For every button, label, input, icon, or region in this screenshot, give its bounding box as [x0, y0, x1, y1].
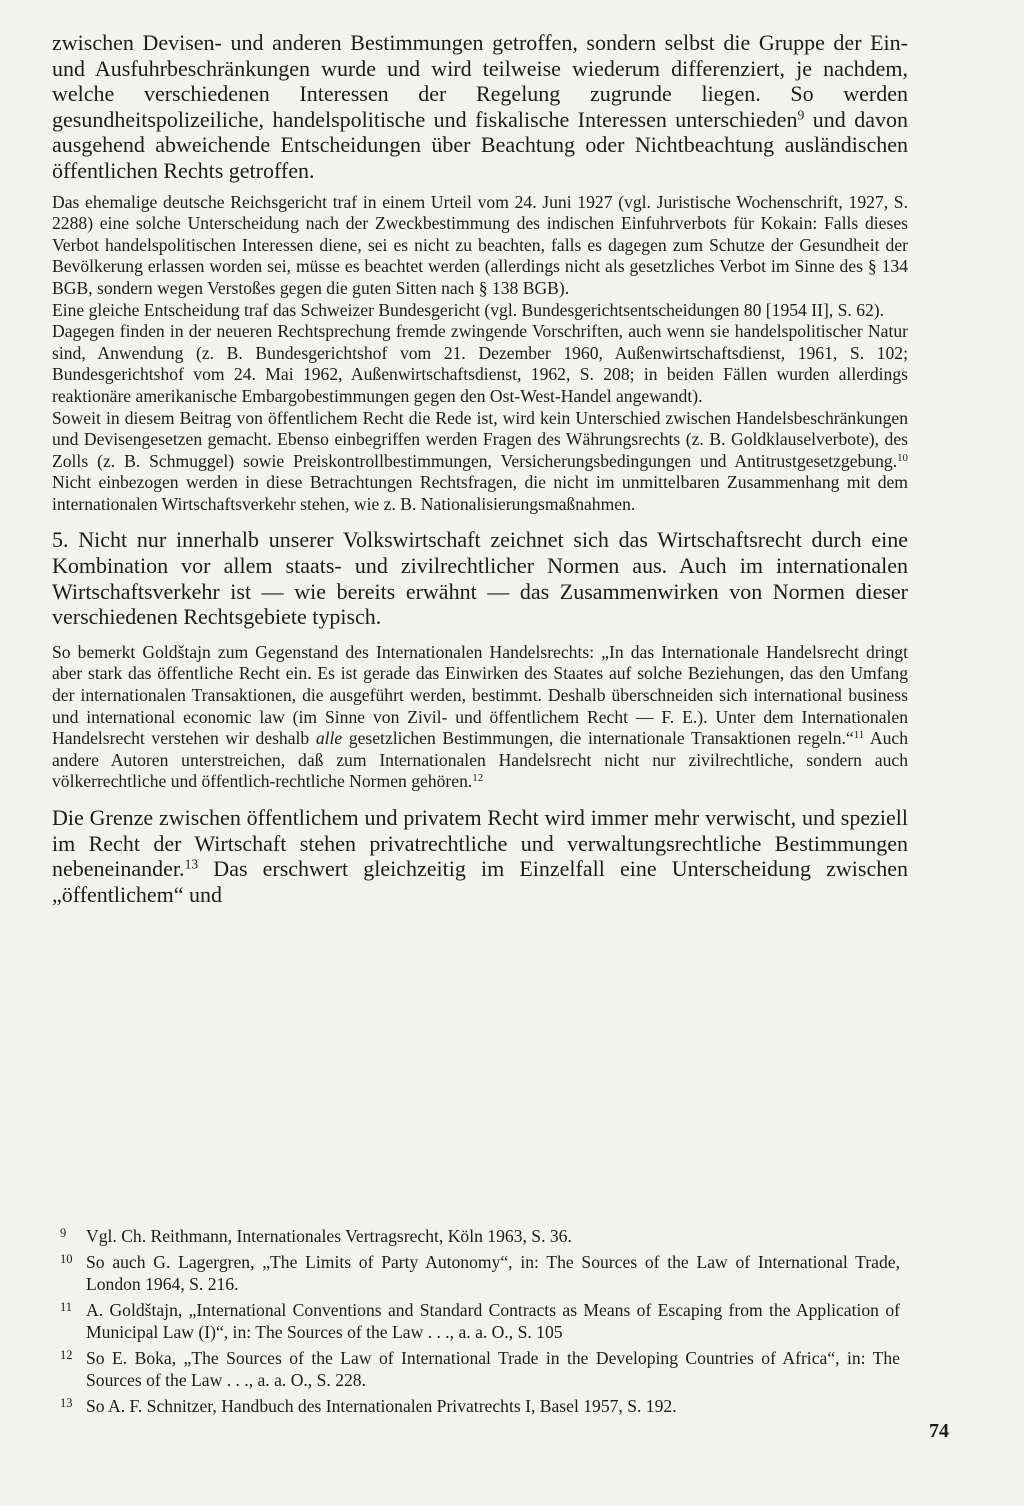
paragraph-text: Nicht einbezogen werden in diese Betrachtungen Rechtsfragen, die nicht im unmittelbaren Zusammenhang mit dem internationalen Wirtschaftsverkehr stehen, wie z. B. Nationalisierungsmaßnahmen. [52, 472, 908, 514]
footnote [60, 1299, 900, 1344]
paragraph-text: gesetzlichen Bestimmungen, die internationale Transaktionen regeln.“ [342, 728, 854, 749]
footnote [60, 1251, 900, 1296]
paragraph-text: Soweit in diesem Beitrag von öffentlichem Recht die Rede ist, wird kein Unterschied zwischen Handelsbeschränkungen und Devisengesetzen gemacht. Ebenso einbegriffen werden Fragen des Währungsrechts (z. B. Goldklauselverbote), des Zolls (z. B. Schmuggel) sowie Preiskontrollbestimmungen, Versicherungsbedingungen und Antitrustgesetzgebung. [52, 407, 908, 471]
footnote-ref[interactable]: 9 [797, 107, 805, 123]
footnote-number: 10 [60, 1251, 73, 1266]
footnote-text: A. Goldštajn, „International Conventions and Standard Contracts as Means of Escaping from the Application of Municipal Law (I)“, in: The Sources of the Law . . ., a. a. O., S. 105 [86, 1299, 900, 1342]
paragraph-text: zwischen Devisen- und anderen Bestimmungen getroffen, sondern selbst die Gruppe der Ein- und Ausfuhrbeschränkungen wurde und wird teilweise wiederum differenziert, je nachdem, welche verschiedenen Interessen der Regelung zugrunde liegen. So werden gesundheitspolizeiliche, handelspolitische und fiskalische Interessen unterschieden [52, 30, 908, 132]
small-paragraph-scope [52, 408, 908, 516]
page-number: 74 [929, 1420, 949, 1442]
paragraph-text: So bemerkt Goldštajn zum Gegenstand des Internationalen Handelsrechts: „In das Internationale Handelsrecht dringt aber stark das öffentliche Recht ein. Es ist gerade das Einwirken des Staates auf solche Beziehungen, das den Umfang der internationalen Transaktionen, die ausgeführt werden, bestimmt. Deshalb überschneiden sich international business und international economic law (im Sinne von Zivil- und öffentlichem Recht — F. E.). Unter dem Internationalen Handelsrecht verstehen wir deshalb [52, 641, 908, 749]
footnote-ref[interactable]: 13 [184, 856, 199, 872]
small-paragraph-reichsgericht: Das ehemalige deutsche Reichsgericht traf in einem Urteil vom 24. Juni 1927 (vgl. Juristische Wochenschrift, 1927, S. 2288) eine solche Unterscheidung nach der Zweckbestimmung des indischen Einfuhrverbots für Kokain: Falls dieses Verbot handelspolitischen Interessen diene, sei es nicht zu beachten, falls es dagegen zum Schutze der Gesundheit der Bevölkerung erlassen worden sei, müsse es beachtet werden (allerdings nicht als gesetzliches Verbot im Sinne des § 134 BGB, sondern wegen Verstoßes gegen die guten Sitten nach § 138 BGB). [52, 191, 908, 298]
footnote-text: So E. Boka, „The Sources of the Law of International Trade in the Developing Countries of Africa“, in: The Sources of the Law . . ., a. a. O., S. 228. [86, 1347, 900, 1390]
footnote [60, 1225, 900, 1248]
footnote-ref[interactable]: 11 [853, 729, 865, 742]
footnote [60, 1395, 900, 1418]
paragraph-grenze [52, 805, 908, 907]
small-paragraph-rechtsprechung: Dagegen finden in der neueren Rechtsprechung fremde zwingende Vorschriften, auch wenn sie handelspolitischer Natur sind, Anwendung (z. B. Bundesgerichtshof vom 21. Dezember 1960, Außenwirtschaftsdienst, 1961, S. 102; Bundesgerichtshof vom 24. Mai 1962, Außenwirtschaftsdienst, 1962, S. 208; in beiden Fällen wurden allerdings reaktionäre amerikanische Embargobestimmungen gegen den Ost-West-Handel angewandt). [52, 321, 908, 406]
footnote-number: 12 [60, 1347, 73, 1362]
small-paragraph-bundesgericht: Eine gleiche Entscheidung traf das Schweizer Bundesgericht (vgl. Bundesgerichtsentscheidungen 80 [1954 II], S. 62). [52, 299, 885, 320]
italic-word: alle [315, 728, 343, 749]
paragraph-text: Das erschwert gleichzeitig im Einzelfall eine Unterscheidung zwischen „öffentlichem“ und [52, 856, 908, 907]
footnote-number: 9 [60, 1226, 67, 1240]
footnote [60, 1347, 900, 1392]
footnote-text: Vgl. Ch. Reithmann, Internationales Vertragsrecht, Köln 1963, S. 36. [86, 1226, 572, 1246]
footnote-ref[interactable]: 10 [897, 451, 908, 464]
footnotes [60, 1225, 900, 1420]
paragraph-text: und davon ausgehend abweichende Entscheidungen über Beachtung oder Nichtbeachtung ausländischen öffentlichen Rechts getroffen. [52, 106, 908, 183]
footnote-number: 11 [60, 1299, 73, 1314]
footnote-text: So auch G. Lagergren, „The Limits of Party Autonomy“, in: The Sources of the Law of International Trade, London 1964, S. 216. [86, 1251, 900, 1294]
footnote-ref[interactable]: 12 [472, 772, 484, 785]
footnote-text: So A. F. Schnitzer, Handbuch des Internationalen Privatrechts I, Basel 1957, S. 192. [86, 1395, 677, 1416]
page-body [52, 30, 908, 907]
small-paragraph-goldstajn [52, 642, 908, 793]
paragraph-text: Auch andere Autoren unterstreichen, daß zum Internationalen Handelsrecht nicht nur zivilrechtliche, sondern auch völkerrechtliche und öffentlich-rechtliche Normen gehören. [52, 728, 908, 792]
paragraph-section-5: 5. Nicht nur innerhalb unserer Volkswirtschaft zeichnet sich das Wirtschaftsrecht durch eine Kombination vor allem staats- und zivilrechtlicher Normen aus. Auch im internationalen Wirtschaftsverkehr ist — wie bereits erwähnt — das Zusammenwirken von Normen dieser verschiedenen Rechtsgebiete typisch. [52, 527, 908, 630]
paragraph-text: Die Grenze zwischen öffentlichem und privatem Recht wird immer mehr verwischt, und speziell im Recht der Wirtschaft stehen privatrechtliche und verwaltungsrechtliche Bestimmungen nebeneinander. [52, 805, 908, 882]
paragraph-intro [52, 30, 908, 184]
footnote-number: 13 [60, 1395, 73, 1410]
